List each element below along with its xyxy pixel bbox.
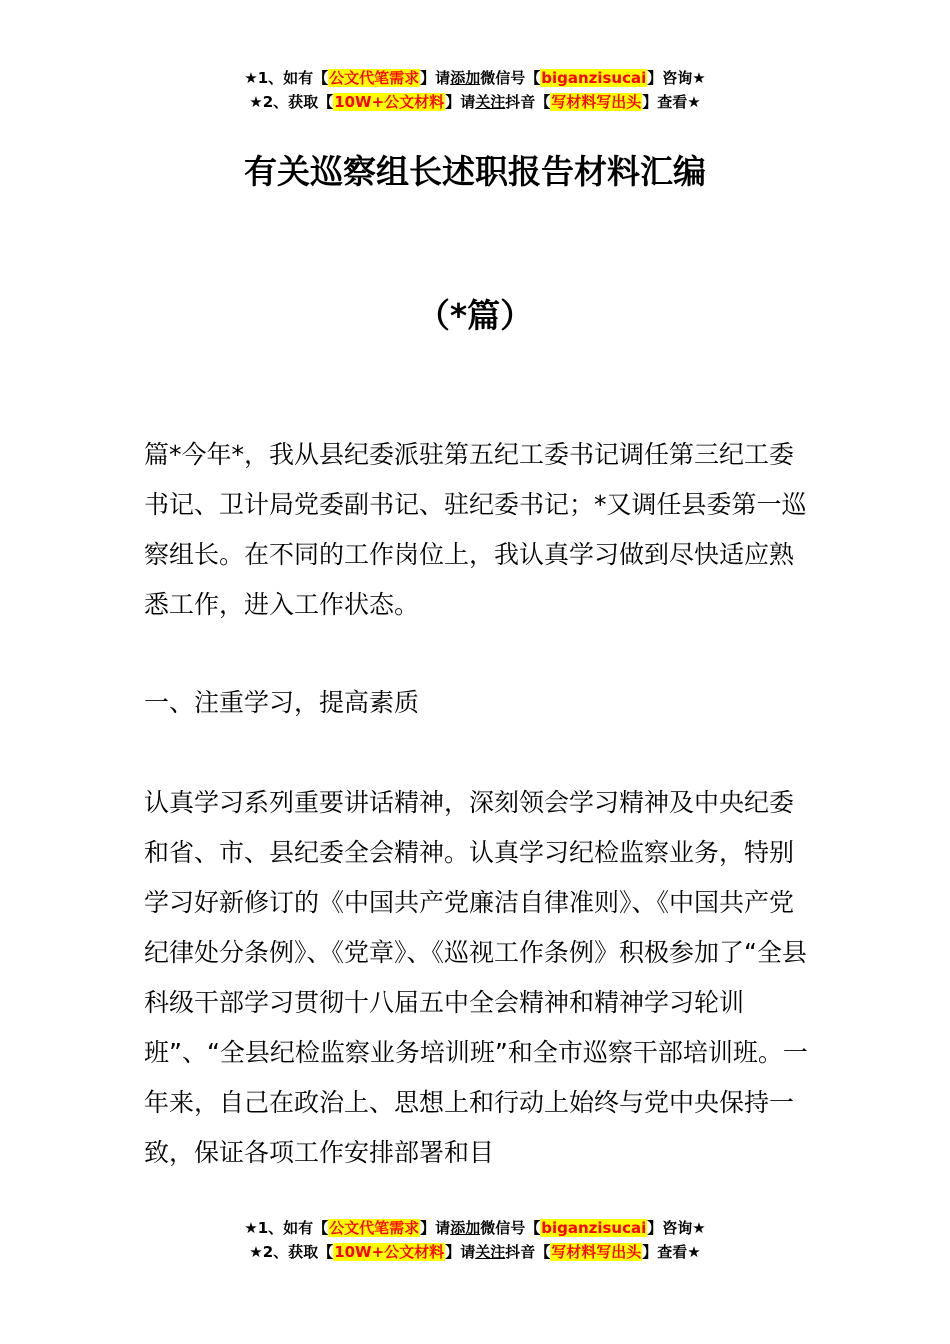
banner-underlined: 关注	[475, 1243, 506, 1261]
banner-line-1	[0, 66, 950, 90]
banner-underlined: 添加	[450, 1219, 481, 1237]
banner-line-2	[0, 1240, 950, 1264]
banner-highlight: biganzisucai	[541, 1219, 647, 1237]
banner-highlight: 公文代笔需求	[329, 69, 420, 87]
banner-text: 】请	[420, 69, 451, 87]
banner-text: 抖音【	[505, 93, 551, 111]
paragraph-text: 认真学习系列重要讲话精神，深刻领会学习精神及中央纪委和省、市、县纪委全会精神。认真学习纪检监察业务，特别学习好新修订的《中国共产党廉洁自律准则》、《中国共产党纪律处分条例》、《党章》、《巡视工作条例》积极参加了“全县科级干部学习贯彻十八届五中全会精神和精神学习轮训班”、“全县纪检监察业务培训班”和全市巡察干部培训班。一年来，自己在政治上、思想上和行动上始终与党中央保持一致，保证各项工作安排部署和目	[144, 788, 808, 1167]
banner-text: 】咨询★	[647, 69, 706, 87]
banner-text: 微信号【	[480, 1219, 541, 1237]
banner-line-2	[0, 90, 950, 114]
banner-highlight: 写材料写出头	[551, 1243, 642, 1261]
header-banner	[0, 66, 950, 114]
banner-text: 】查看★	[642, 1243, 701, 1261]
paragraph	[144, 778, 812, 1178]
banner-text: ★2、获取【	[249, 1243, 334, 1261]
banner-text: 微信号【	[480, 69, 541, 87]
banner-underlined: 关注	[475, 93, 506, 111]
document-title: 有关巡察组长述职报告材料汇编	[244, 152, 706, 191]
banner-text: 】请	[420, 1219, 451, 1237]
banner-highlight: 写材料写出头	[551, 93, 642, 111]
banner-text: 】请	[445, 93, 476, 111]
banner-text: 抖音【	[505, 1243, 551, 1261]
document-subtitle: （*篇）	[416, 296, 534, 335]
banner-text: 】请	[445, 1243, 476, 1261]
banner-highlight: 10W+公文材料	[334, 93, 445, 111]
footer-banner	[0, 1216, 950, 1264]
banner-highlight: 公文代笔需求	[329, 1219, 420, 1237]
banner-text: ★1、如有【	[244, 1219, 329, 1237]
section-heading	[144, 678, 812, 728]
banner-underlined: 添加	[450, 69, 481, 87]
banner-text: ★1、如有【	[244, 69, 329, 87]
paragraph-text: 篇*今年*，我从县纪委派驻第五纪工委书记调任第三纪工委书记、卫计局党委副书记、驻纪委书记；*又调任县委第一巡察组长。在不同的工作岗位上，我认真学习做到尽快适应熟悉工作，进入工作状态。	[144, 440, 807, 619]
section-heading-text: 一、注重学习，提高素质	[144, 688, 420, 717]
banner-highlight: biganzisucai	[541, 69, 647, 87]
banner-text: 】查看★	[642, 93, 701, 111]
banner-line-1	[0, 1216, 950, 1240]
banner-highlight: 10W+公文材料	[334, 1243, 445, 1261]
paragraph	[144, 430, 812, 630]
banner-text: 】咨询★	[647, 1219, 706, 1237]
banner-text: ★2、获取【	[249, 93, 334, 111]
